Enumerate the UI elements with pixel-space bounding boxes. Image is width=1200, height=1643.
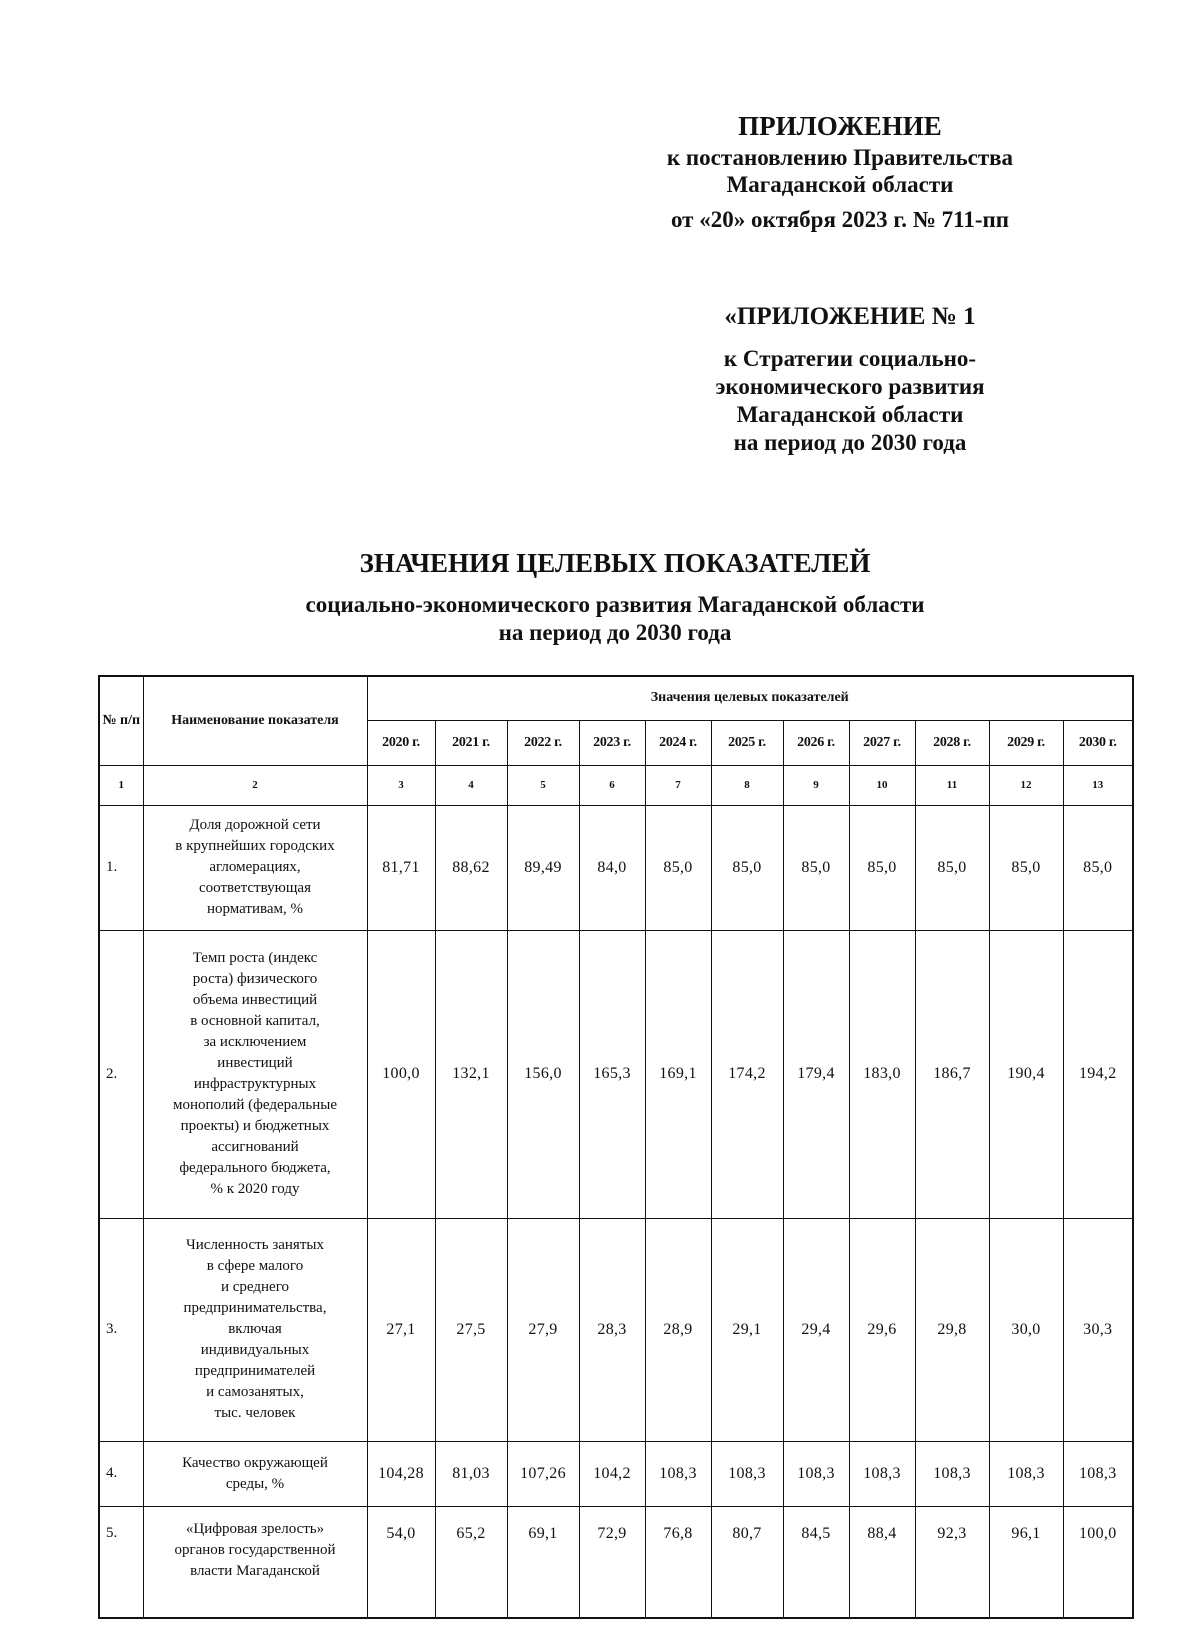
indicator-value-cell: 108,3 (711, 1441, 783, 1506)
indicator-name-line: агломерациях, (209, 859, 301, 875)
table-row (99, 1441, 1133, 1506)
document-title: ЗНАЧЕНИЯ ЦЕЛЕВЫХ ПОКАЗАТЕЛЕЙ (359, 548, 871, 578)
indicator-name-line: нормативам, % (206, 901, 304, 917)
indicator-value-cell: 29,4 (783, 1218, 849, 1441)
indicator-value-cell: 108,3 (849, 1441, 915, 1506)
indicator-value-cell: 194,2 (1063, 930, 1133, 1218)
indicator-value-cell: 84,0 (579, 805, 645, 930)
column-number-cell: 10 (849, 765, 915, 805)
row-number-cell: 5. (99, 1506, 143, 1618)
indicator-name-line: индивидуальных (200, 1342, 310, 1358)
indicator-value-cell: 69,1 (507, 1506, 579, 1618)
indicator-value-cell: 80,7 (711, 1506, 783, 1618)
indicator-value-cell: 27,1 (367, 1218, 435, 1441)
year-header: 2021 г. (435, 720, 507, 765)
indicator-value-cell: 65,2 (435, 1506, 507, 1618)
column-number-cell: 6 (579, 765, 645, 805)
row-number-cell: 1. (99, 805, 143, 930)
document-subtitle-line-1: социально-экономического развития Магаданской области (305, 592, 925, 617)
indicator-value-cell: 81,71 (367, 805, 435, 930)
table-row (99, 930, 1133, 1218)
indicator-value-cell: 89,49 (507, 805, 579, 930)
indicator-name-line: соответствующая (198, 880, 311, 896)
column-number-cell: 12 (989, 765, 1063, 805)
indicator-value-cell: 186,7 (915, 930, 989, 1218)
indicator-value-cell: 29,1 (711, 1218, 783, 1441)
indicator-value-cell: 29,6 (849, 1218, 915, 1441)
indicator-value-cell: 85,0 (1063, 805, 1133, 930)
indicator-value-cell: 85,0 (783, 805, 849, 930)
indicator-name-line: «Цифровая зрелость» (185, 1520, 325, 1537)
row-number-cell: 3. (99, 1218, 143, 1441)
strategy-appendix-line-4: на период до 2030 года (733, 430, 967, 455)
indicator-name-line: роста) физического (192, 971, 318, 987)
indicator-value-cell: 108,3 (1063, 1441, 1133, 1506)
indicator-name-cell (143, 805, 367, 930)
indicator-value-cell: 81,03 (435, 1441, 507, 1506)
indicator-value-cell: 85,0 (915, 805, 989, 930)
indicator-value-cell: 54,0 (367, 1506, 435, 1618)
indicator-name-line: объема инвестиций (192, 992, 318, 1008)
column-header-number: № п/п (99, 676, 143, 765)
year-header: 2024 г. (645, 720, 711, 765)
column-number-cell: 2 (143, 765, 367, 805)
indicator-value-cell: 85,0 (645, 805, 711, 930)
indicator-value-cell: 108,3 (645, 1441, 711, 1506)
indicator-value-cell: 179,4 (783, 930, 849, 1218)
table-row (99, 1218, 1133, 1441)
year-header: 2025 г. (711, 720, 783, 765)
indicator-name-line: среды, % (225, 1475, 285, 1492)
indicator-value-cell: 165,3 (579, 930, 645, 1218)
indicator-value-cell: 28,9 (645, 1218, 711, 1441)
column-number-row (99, 765, 1133, 805)
indicator-name-line: в основной капитал, (190, 1013, 320, 1029)
column-number-cell: 8 (711, 765, 783, 805)
indicator-name-line: предпринимательства, (183, 1300, 327, 1316)
indicator-value-cell: 88,4 (849, 1506, 915, 1618)
indicator-name-line: % к 2020 году (210, 1181, 300, 1197)
indicator-value-cell: 104,2 (579, 1441, 645, 1506)
indicator-value-cell: 76,8 (645, 1506, 711, 1618)
indicator-name-line: и среднего (221, 1279, 289, 1295)
appendix-header (560, 108, 1120, 233)
indicator-value-cell: 92,3 (915, 1506, 989, 1618)
strategy-appendix-line-1: к Стратегии социально- (723, 346, 977, 371)
strategy-appendix-header (580, 300, 1120, 457)
indicator-name-line: проекты) и бюджетных (180, 1118, 330, 1134)
indicator-name-line: инфраструктурных (193, 1076, 317, 1092)
indicator-name-line: Темп роста (индекс (192, 950, 318, 966)
appendix-line-2: Магаданской области (726, 172, 954, 197)
column-number-cell: 9 (783, 765, 849, 805)
indicator-value-cell: 108,3 (989, 1441, 1063, 1506)
table-body (99, 805, 1133, 1618)
indicator-value-cell: 85,0 (989, 805, 1063, 930)
indicator-value-cell: 30,0 (989, 1218, 1063, 1441)
indicator-name-line: Доля дорожной сети (189, 817, 321, 833)
indicator-name-cell (143, 1218, 367, 1441)
indicator-value-cell: 156,0 (507, 930, 579, 1218)
indicator-name-line: Качество окружающей (182, 1454, 328, 1471)
indicator-name-line: предпринимателей (194, 1363, 316, 1379)
indicator-value-cell: 84,5 (783, 1506, 849, 1618)
year-header: 2020 г. (367, 720, 435, 765)
indicator-value-cell: 30,3 (1063, 1218, 1133, 1441)
indicator-name-line: включая (228, 1321, 282, 1337)
indicator-value-cell: 183,0 (849, 930, 915, 1218)
indicator-value-cell: 29,8 (915, 1218, 989, 1441)
indicator-value-cell: 96,1 (989, 1506, 1063, 1618)
column-number-cell: 7 (645, 765, 711, 805)
indicator-value-cell: 88,62 (435, 805, 507, 930)
indicator-value-cell: 108,3 (915, 1441, 989, 1506)
year-header: 2027 г. (849, 720, 915, 765)
year-header: 2028 г. (915, 720, 989, 765)
column-number-cell: 3 (367, 765, 435, 805)
indicator-name-line: за исключением (203, 1034, 307, 1050)
strategy-appendix-line-2: экономического развития (715, 374, 985, 399)
indicator-name-line: органов государственной (174, 1541, 336, 1558)
indicator-name-line: федерального бюджета, (179, 1160, 331, 1176)
indicator-value-cell: 108,3 (783, 1441, 849, 1506)
indicator-name-line: тыс. человек (214, 1405, 296, 1421)
indicator-value-cell: 100,0 (1063, 1506, 1133, 1618)
appendix-title: ПРИЛОЖЕНИЕ (738, 111, 942, 141)
indicator-value-cell: 27,5 (435, 1218, 507, 1441)
indicator-value-cell: 72,9 (579, 1506, 645, 1618)
indicator-name-cell (143, 930, 367, 1218)
column-header-name: Наименование показателя (143, 676, 367, 765)
year-header: 2030 г. (1063, 720, 1133, 765)
indicator-name-line: Численность занятых (186, 1237, 324, 1253)
indicator-value-cell: 104,28 (367, 1441, 435, 1506)
column-number-cell: 4 (435, 765, 507, 805)
strategy-appendix-line-3: Магаданской области (736, 402, 964, 427)
indicator-name-line: и самозанятых, (206, 1384, 304, 1400)
document-subtitle-line-2: на период до 2030 года (498, 620, 732, 645)
indicator-name-cell (143, 1506, 367, 1618)
indicator-name-line: монополий (федеральные (173, 1097, 337, 1113)
column-number-cell: 5 (507, 765, 579, 805)
indicator-value-cell: 85,0 (849, 805, 915, 930)
year-header: 2026 г. (783, 720, 849, 765)
indicator-name-cell (143, 1441, 367, 1506)
target-indicators-table (98, 675, 1134, 1619)
year-header: 2029 г. (989, 720, 1063, 765)
indicator-name-line: инвестиций (217, 1055, 293, 1071)
column-number-cell: 1 (99, 765, 143, 805)
document-heading (180, 545, 1050, 647)
indicator-value-cell: 28,3 (579, 1218, 645, 1441)
table-row (99, 1506, 1133, 1618)
indicator-name-line: в сфере малого (206, 1258, 304, 1274)
year-header: 2023 г. (579, 720, 645, 765)
indicator-name-line: в крупнейших городских (175, 838, 335, 854)
indicator-value-cell: 169,1 (645, 930, 711, 1218)
table-row (99, 805, 1133, 930)
row-number-cell: 2. (99, 930, 143, 1218)
indicator-name-line: власти Магаданской (190, 1562, 320, 1579)
indicator-value-cell: 190,4 (989, 930, 1063, 1218)
column-number-cell: 11 (915, 765, 989, 805)
appendix-date-line: от «20» октября 2023 г. № 711-пп (670, 207, 1010, 232)
indicator-value-cell: 132,1 (435, 930, 507, 1218)
year-header: 2022 г. (507, 720, 579, 765)
column-number-cell: 13 (1063, 765, 1133, 805)
strategy-appendix-title: «ПРИЛОЖЕНИЕ № 1 (724, 303, 976, 330)
indicator-value-cell: 100,0 (367, 930, 435, 1218)
row-number-cell: 4. (99, 1441, 143, 1506)
indicator-value-cell: 174,2 (711, 930, 783, 1218)
indicator-value-cell: 107,26 (507, 1441, 579, 1506)
table-header-row (99, 676, 1133, 720)
column-header-values-group: Значения целевых показателей (367, 676, 1133, 720)
indicator-name-line: ассигнований (211, 1139, 299, 1155)
appendix-line-1: к постановлению Правительства (666, 145, 1014, 170)
indicator-value-cell: 85,0 (711, 805, 783, 930)
indicator-value-cell: 27,9 (507, 1218, 579, 1441)
